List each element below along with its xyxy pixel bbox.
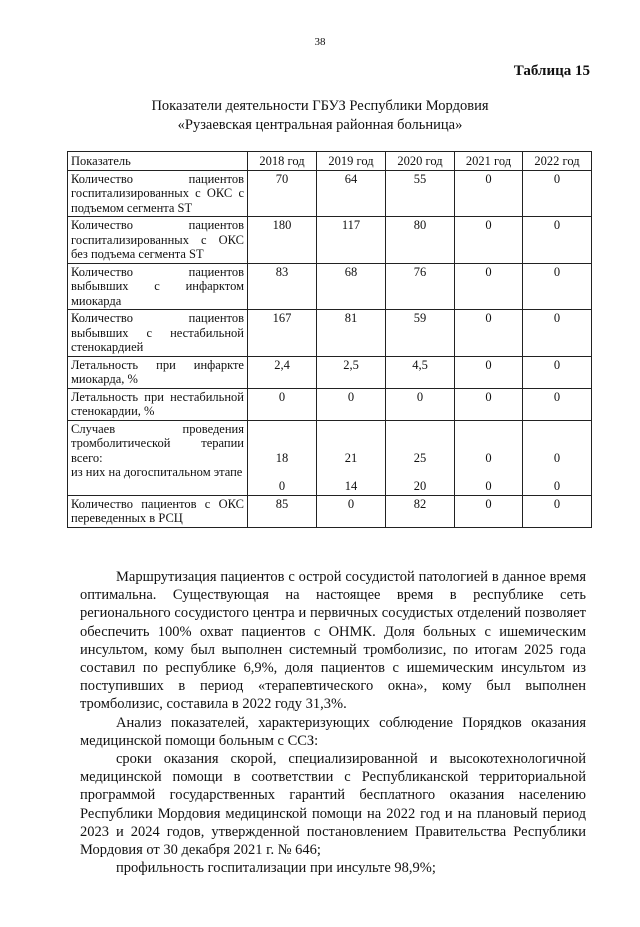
table-cell: 0 [523,170,592,217]
performance-table [67,151,592,528]
column-header: 2018 год [248,152,317,171]
page-number: 38 [314,36,326,48]
table-row [68,388,592,420]
table-cell [455,420,523,495]
paragraph: Маршрутизация пациентов с острой сосудистой патологией в данное время оптимальна. Существующая на настоящее время в республике сеть регионального сосудистого центра и первичных сосудистых отделений позволяет обеспечить 100% охват пациентов с ОНМК. Доля больных с ишемическим инсультом, кому был выполнен системный тромболизис, по итогам 2025 года составил по республике 6,9%, доля пациентов с ишемическим инсультом из поступивших в период «терапевтического окна», кому был выполнен тромболизис, составила в 2022 году 31,3%. [80,569,586,713]
table-cell: 68 [317,263,386,310]
table-cell: 64 [317,170,386,217]
row-label: Количество пациентов выбывших с инфарктом миокарда [68,263,248,310]
document-title [0,97,640,135]
table-row [68,217,592,264]
cell-subvalue: 20 [413,479,427,493]
body-text [80,568,586,877]
table-cell: 55 [386,170,455,217]
table-cell: 167 [248,310,317,357]
table-cell: 0 [523,217,592,264]
cell-value: 0 [485,450,492,465]
cell-value: 25 [413,450,427,465]
table-cell: 4,5 [386,356,455,388]
row-label: Количество пациентов госпитализированных с ОКС без подъема сегмента ST [68,217,248,264]
table-cell: 2,5 [317,356,386,388]
column-header: 2022 год [523,152,592,171]
table-cell: 0 [455,310,523,357]
table-header-row [68,152,592,171]
paragraph: профильность госпитализации при инсульте 98,9%; [116,860,436,877]
table-row [68,310,592,357]
table-cell [523,420,592,495]
table-cell: 0 [386,388,455,420]
row-label [68,420,248,495]
row-label: Количество пациентов выбывших с нестабильной стенокардией [68,310,248,357]
row-label: Количество пациентов с ОКС переведенных в РСЦ [68,495,248,527]
table-row [68,495,592,527]
table-cell: 0 [248,388,317,420]
table-row [68,263,592,310]
row-label: Количество пациентов госпитализированных с ОКС с подъемом сегмента ST [68,170,248,217]
table-cell: 76 [386,263,455,310]
table-cell: 0 [523,263,592,310]
table-cell: 0 [317,388,386,420]
column-header: 2020 год [386,152,455,171]
column-header: Показатель [68,152,248,171]
table-cell: 83 [248,263,317,310]
row-label: Летальность при инфаркте миокарда, % [68,356,248,388]
table-caption: Таблица 15 [513,63,590,79]
table-row [68,420,592,495]
document-title-line-2: «Рузаевская центральная районная больница» [177,117,463,133]
table-cell: 117 [317,217,386,264]
table-cell: 0 [455,170,523,217]
table-cell: 0 [523,495,592,527]
table-cell: 85 [248,495,317,527]
row-label-sub: из них на догоспитальном этапе [71,465,243,479]
table-cell: 0 [455,495,523,527]
cell-subvalue: 0 [278,479,286,493]
table-row [68,356,592,388]
table-cell [248,420,317,495]
cell-subvalue: 0 [485,479,492,493]
table-cell [386,420,455,495]
table-cell: 70 [248,170,317,217]
cell-value: 21 [344,450,358,465]
cell-subvalue: 0 [553,479,561,493]
cell-value: 0 [553,450,561,465]
table-cell: 81 [317,310,386,357]
document-title-line-1: Показатели деятельности ГБУЗ Республики Мордовия [151,98,489,114]
table-cell: 0 [455,388,523,420]
table-cell: 0 [523,388,592,420]
row-label: Летальность при нестабильной стенокардии, % [68,388,248,420]
table-cell: 59 [386,310,455,357]
table-cell: 0 [455,263,523,310]
table-cell: 0 [317,495,386,527]
column-header: 2019 год [317,152,386,171]
table-cell: 180 [248,217,317,264]
paragraph: Анализ показателей, характеризующих соблюдение Порядков оказания медицинской помощи больным с ССЗ: [80,714,586,749]
table-row [68,170,592,217]
table-cell: 80 [386,217,455,264]
table-cell: 0 [523,356,592,388]
table-cell [317,420,386,495]
table-cell: 0 [455,356,523,388]
table-cell: 82 [386,495,455,527]
cell-subvalue: 14 [344,479,358,493]
row-label-main: Случаев проведения тромболитической терапии всего: [71,421,244,465]
table-cell: 0 [523,310,592,357]
table-cell: 2,4 [248,356,317,388]
table-cell: 0 [455,217,523,264]
paragraph: сроки оказания скорой, специализированной и высокотехнологичной медицинской помощи в соответствии с Республиканской территориальной программой государственных гарантий бесплатного оказания населению Республики Мордовия медицинской помощи на 2022 год и на плановый период 2023 и 2024 годов, утвержденной постановлением Правительства Республики Мордовия от 30 декабря 2021 г. № 646; [80,751,586,859]
column-header: 2021 год [455,152,523,171]
cell-value: 18 [275,450,289,465]
